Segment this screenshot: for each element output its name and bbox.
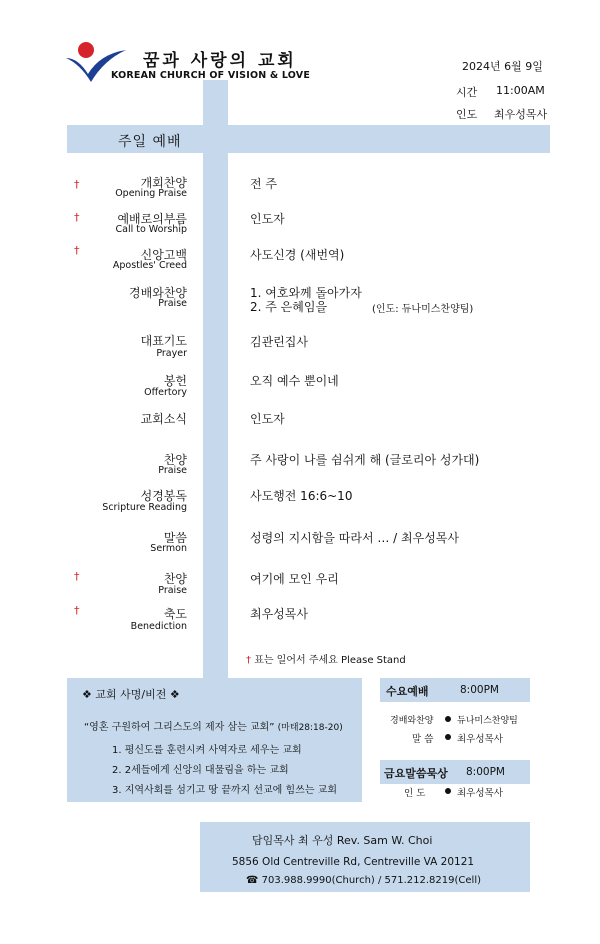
order-item-value-2: 2. 주 은혜임을 (250, 300, 328, 314)
order-item-value: 주 사랑이 나를 쉼쉬게 해 (글로리아 성가대) (250, 453, 480, 467)
friday-title: 금요말씀묵상 (384, 767, 448, 780)
order-item-label-en: Offertory (144, 387, 187, 398)
mission-item: 3. 지역사회를 섬기고 땅 끝까지 선교에 힘쓰는 교회 (112, 785, 337, 796)
stand-note-en: Please Stand (341, 655, 406, 666)
bullet-icon (445, 788, 451, 794)
mission-quote (84, 718, 343, 733)
friday-row-value: 최우성목사 (457, 788, 503, 799)
order-item-label: 찬양 (163, 453, 187, 467)
service-date: 2024년 6월 9일 (462, 60, 543, 73)
church-name-en: KOREAN CHURCH OF VISION & LOVE (111, 70, 311, 81)
order-item-value: 1. 여호와께 돌아가자 (250, 286, 362, 300)
order-item-label-en: Prayer (156, 348, 187, 359)
order-item-value: 인도자 (250, 212, 285, 226)
order-item-value: 사도행전 16:6~10 (250, 489, 353, 503)
bullet-icon (445, 716, 451, 722)
footer-address: 5856 Old Centreville Rd, Centreville VA 20121 (232, 856, 475, 868)
order-item-value: 사도신경 (새번역) (250, 248, 345, 262)
footer-phone: ☎ 703.988.9990(Church) / 571.212.8219(Cell) (246, 875, 482, 886)
order-item-label-en: Scripture Reading (102, 502, 187, 513)
footer-pastor: 담임목사 최 우성 Rev. Sam W. Choi (252, 834, 433, 847)
time-value: 11:00AM (496, 84, 545, 97)
order-item-label-en: Praise (158, 465, 187, 476)
order-item-label: 축도 (163, 607, 187, 621)
order-item-label: 경배와찬양 (129, 286, 187, 300)
order-item-label: 신앙고백 (140, 248, 187, 262)
order-item-label: 예배로의부름 (117, 212, 187, 226)
order-item-label-en: Sermon (150, 543, 187, 554)
bullet-icon (445, 734, 451, 740)
mission-title: ❖ 교회 사명/비전 ❖ (82, 688, 180, 701)
order-item-label: 대표기도 (140, 334, 187, 348)
order-item-note: (인도: 듀나미스찬양팀) (372, 304, 474, 315)
order-item-value: 최우성목사 (250, 607, 308, 621)
stand-cross-icon: † (74, 570, 80, 583)
order-item-label: 봉헌 (163, 374, 187, 388)
stand-cross-icon: † (74, 244, 80, 257)
stand-cross-icon: † (74, 178, 80, 191)
order-item-value: 여기에 모인 우리 (250, 572, 339, 586)
order-item-label-en: Apostles' Creed (112, 260, 187, 271)
worship-title: 주일 예배 (118, 134, 182, 150)
friday-time: 8:00PM (466, 766, 505, 778)
vertical-band (203, 80, 228, 730)
order-item-value: 인도자 (250, 412, 285, 426)
wednesday-row-value: 최우성목사 (457, 734, 503, 745)
mission-item: 2. 2세들에게 신앙의 대물림을 하는 교회 (112, 765, 289, 776)
stand-note-text: 표는 일어서 주세요 (254, 655, 338, 666)
stand-cross-icon: † (74, 211, 80, 224)
church-name-ko: 꿈과 사랑의 교회 (143, 51, 297, 71)
order-item-value: 오직 예수 뿐이네 (250, 374, 339, 388)
order-item-label-en: Praise (158, 298, 187, 309)
order-item-value: 김관린집사 (250, 335, 308, 349)
order-item-label: 교회소식 (140, 412, 187, 426)
order-item-label: 성경봉독 (140, 489, 187, 503)
order-item-value: 전 주 (250, 177, 277, 191)
order-item-label-en: Call to Worship (115, 224, 187, 235)
stand-cross-icon: † (246, 655, 251, 666)
order-item-label-en: Opening Praise (115, 188, 187, 199)
order-item-value: 성령의 지시함을 따라서 … / 최우성목사 (250, 531, 459, 545)
friday-row-label: 인 도 (404, 788, 426, 799)
stand-cross-icon: † (74, 604, 80, 617)
mission-item: 1. 평신도를 훈련시켜 사역자로 세우는 교회 (112, 745, 302, 756)
order-item-label: 찬양 (163, 572, 187, 586)
time-label: 시간 (456, 86, 478, 99)
order-item-label: 말씀 (163, 531, 187, 545)
order-item-label: 개회찬양 (140, 176, 187, 190)
leader-value: 최우성목사 (494, 108, 548, 121)
stand-note (246, 651, 406, 666)
wednesday-time: 8:00PM (460, 684, 499, 696)
wednesday-row-label: 말 씀 (412, 734, 434, 745)
wednesday-row-label: 경배와찬양 (390, 716, 434, 726)
order-item-label-en: Praise (158, 585, 187, 596)
mission-quote-text: “영혼 구원하여 그리스도의 제자 삼는 교회” (84, 722, 275, 733)
wednesday-row-value: 듀나미스찬양팀 (457, 716, 518, 726)
wednesday-title: 수요예배 (386, 685, 429, 698)
order-item-label-en: Benediction (130, 621, 187, 632)
mission-quote-ref: (마태28:18-20) (277, 723, 343, 733)
leader-label: 인도 (456, 108, 478, 121)
